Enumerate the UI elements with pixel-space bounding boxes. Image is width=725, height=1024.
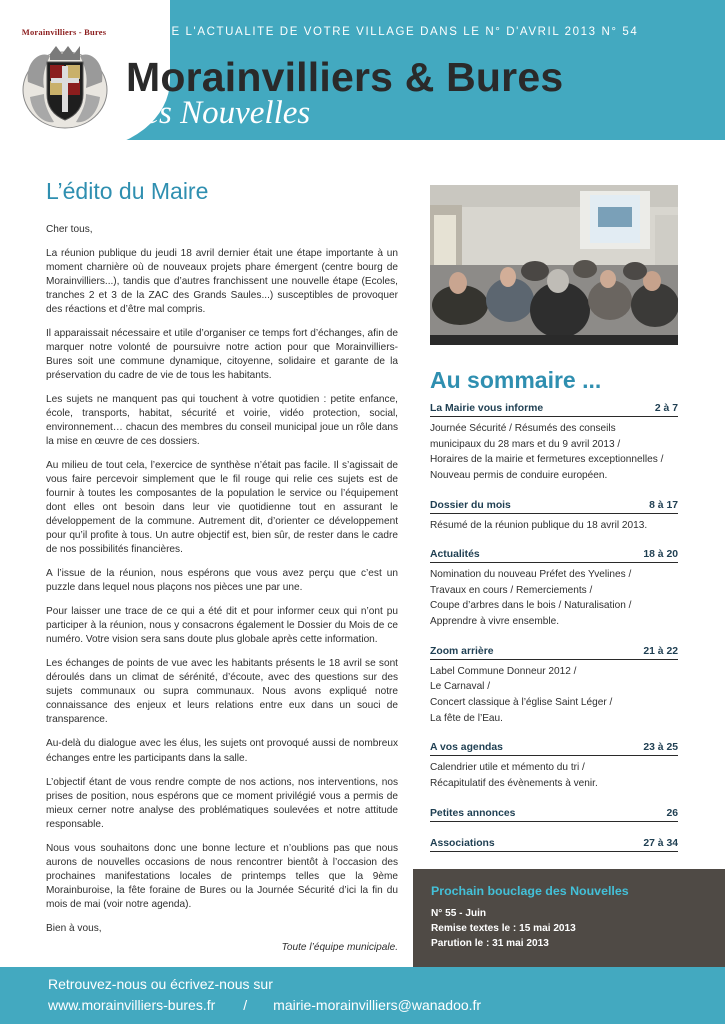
toc-item: Récapitulatif des évènements à venir.: [430, 777, 598, 789]
next-issue-box: [413, 869, 725, 967]
masthead-subtitle: Les Nouvelles: [126, 95, 311, 131]
logo-caption: Morainvilliers - Bures: [21, 27, 107, 37]
edito-paragraph: Au milieu de tout cela, l’exercice de synthèse n’était pas facile. Il s’agissait de vous faire percevoir simplement que le fil rouge qui relie ces sujets est de fournir à toutes les composantes de la population le service ou l’équipement dont elles ont besoin dans leur vie quotidienne tout en assurant le développement de la commune. Autrement dit, d’orienter ce développement pour qu’il profite à tous. Un autre objectif est, bien sûr, de rester dans le cadre de nos possibilités financières.: [46, 460, 398, 556]
toc-heading: [430, 808, 678, 822]
toc-item: Apprendre à vivre ensemble.: [430, 616, 560, 628]
toc-heading-pages: 23 à 25: [643, 742, 678, 754]
table-of-contents: [430, 403, 678, 868]
toc-heading: [430, 549, 678, 563]
toc-heading-pages: 27 à 34: [643, 837, 678, 849]
toc-item: Le Carnaval /: [430, 681, 491, 693]
edito-paragraph: Les sujets ne manquent pas qui touchent à votre quotidien : petite enfance, école, transports, habitat, sécurité et voirie, vidéo protection, social, environnement… chacun des membres du conseil municipal joue un rôle dans la mise en œuvre de ces dossiers.: [46, 394, 398, 448]
edito-column: [46, 178, 398, 965]
toc-item: Résumé de la réunion publique du 18 avril 2013.: [430, 519, 648, 531]
edito-paragraph: Il apparaissait nécessaire et utile d’organiser ce temps fort d’échanges, afin de marquer notre volonté de poursuivre notre action pour que Morainvilliers-Bures soit une commune dynamique, citoyenne, solidaire et garante de la préservation du cadre de vie de tous les habitants.: [46, 328, 398, 382]
toc-heading-pages: 21 à 22: [643, 645, 678, 657]
toc-heading: [430, 403, 678, 417]
footer-separator: /: [243, 997, 248, 1013]
toc-item: Coupe d’arbres dans le bois / Naturalisation /: [430, 600, 632, 612]
toc-heading: [430, 838, 678, 852]
toc-heading-title: A vos agendas: [430, 742, 503, 754]
next-issue-title: Prochain bouclage des Nouvelles: [431, 884, 629, 898]
footer-links: [48, 997, 481, 1013]
toc-section-associations: [430, 838, 678, 852]
toc-section-actualites: [430, 549, 678, 630]
toc-heading-title: Petites annonces: [430, 807, 516, 819]
edito-greeting: Cher tous,: [46, 224, 93, 235]
header: [0, 0, 725, 140]
next-issue-publication: Parution le : 31 mai 2013: [431, 938, 549, 950]
coat-of-arms-icon: [20, 42, 110, 132]
toc-heading: [430, 646, 678, 660]
toc-heading-pages: 26: [666, 807, 678, 819]
toc-item: La fête de l’Eau.: [430, 712, 503, 724]
toc-item: Travaux en cours / Remerciements /: [430, 584, 593, 596]
toc-section-annonces: [430, 808, 678, 822]
public-meeting-photo: [430, 185, 678, 345]
toc-section-zoom: [430, 646, 678, 727]
next-issue-number: N° 55 - Juin: [431, 908, 487, 919]
toc-heading: [430, 742, 678, 756]
tagline: TOUTE L'ACTUALITE DE VOTRE VILLAGE DANS LE N° D'AVRIL 2013 N° 54: [134, 26, 639, 38]
edito-closing: Bien à vous,: [46, 922, 102, 934]
footer-contact-text: Retrouvez-nous ou écrivez-nous sur: [48, 976, 273, 992]
toc-heading-pages: 2 à 7: [654, 403, 678, 414]
edito-paragraph: Nous vous souhaitons donc une bonne lecture et n’oublions pas que nous aurons de nouvelles occasions de nous rencontrer bientôt à l’occasion des prochaines manifestations locales de printemps telles que la 9ème Morainburoise, la fête foraine de Bures ou la Journée Sécurité d’ici la fin du mois de mai (voir notre agenda).: [46, 842, 398, 910]
toc-heading-title: Dossier du mois: [430, 499, 511, 511]
edito-title: L’édito du Maire: [46, 178, 209, 204]
edito-paragraph: Les échanges de points de vue avec les habitants présents le 18 avril se sont déroulés dans un climat de sérénité, d’écoute, avec des questions sur des sujets communaux ou supra communaux. Nous avons expliqué notre connaissance des enjeux et leurs relations entre eux dans un souci de transparence.: [46, 658, 398, 726]
toc-item: Journée Sécurité / Résumés des conseils: [430, 423, 616, 434]
toc-item: municipaux du 28 mars et du 9 avril 2013 /: [430, 438, 621, 450]
edito-paragraph: La réunion publique du jeudi 18 avril dernier était une étape importante à un moment charnière où de nouveaux projets phare émergent (centre bourg de Morainvilliers...), tandis que d’autres franchissent une nouvelle étape (Ecoles, tranches 2 et 3 de la ZAC des Grands Saules...) susceptibles de provoquer des réactions et d’être mal compris.: [46, 248, 398, 316]
toc-heading: [430, 500, 678, 514]
toc-item: Nomination du nouveau Préfet des Yvelines /: [430, 569, 632, 581]
toc-heading-pages: 18 à 20: [643, 549, 678, 561]
edito-paragraph: Pour laisser une trace de ce qui a été dit et pour informer ceux qui n’ont pu participer à la réunion, nous y consacrons également le Dossier du Mois de ce numéro. Votre vision sera sans doute plus globale après cette information.: [46, 606, 398, 646]
edito-paragraph: Au-delà du dialogue avec les élus, les sujets ont provoqué aussi de nombreux échanges entre les participants dans la salle.: [46, 738, 398, 764]
toc-section-dossier: [430, 500, 678, 534]
toc-heading-title: Zoom arrière: [430, 645, 494, 657]
edito-signature: Toute l’équipe municipale.: [281, 941, 398, 953]
website-link[interactable]: www.morainvilliers-bures.fr: [48, 997, 216, 1013]
toc-item: Label Commune Donneur 2012 /: [430, 665, 577, 677]
toc-heading-title: La Mairie vous informe: [430, 403, 544, 414]
edito-paragraph: L’objectif étant de vous rendre compte de nos actions, nos interventions, nos prises de position, nous espérons que ce moment privilégié vous a permis de mieux cerner notre analyse des problématiques soulevées et notre attitude responsable.: [46, 776, 398, 830]
toc-item: Calendrier utile et mémento du tri /: [430, 762, 585, 774]
sommaire-title: Au sommaire ...: [430, 367, 602, 393]
email-link[interactable]: mairie-morainvilliers@wanadoo.fr: [273, 997, 482, 1013]
toc-item: Nouveau permis de conduire européen.: [430, 469, 608, 481]
toc-item: Horaires de la mairie et fermetures exceptionnelles /: [430, 454, 664, 466]
next-issue-deadline: Remise textes le : 15 mai 2013: [431, 923, 576, 935]
footer: [0, 967, 725, 1024]
toc-section-mairie: [430, 403, 678, 484]
toc-heading-title: Associations: [430, 837, 495, 849]
masthead-title: Morainvilliers & Bures: [126, 54, 564, 100]
toc-item: Concert classique à l’église Saint Léger /: [430, 697, 613, 709]
edito-paragraph: A l’issue de la réunion, nous espérons que vous avez perçu que c’est un puzzle dans lequel nous plaçons nos pièces une par une.: [46, 568, 398, 594]
toc-section-agendas: [430, 742, 678, 791]
toc-heading-title: Actualités: [430, 549, 480, 561]
toc-heading-pages: 8 à 17: [649, 499, 678, 511]
